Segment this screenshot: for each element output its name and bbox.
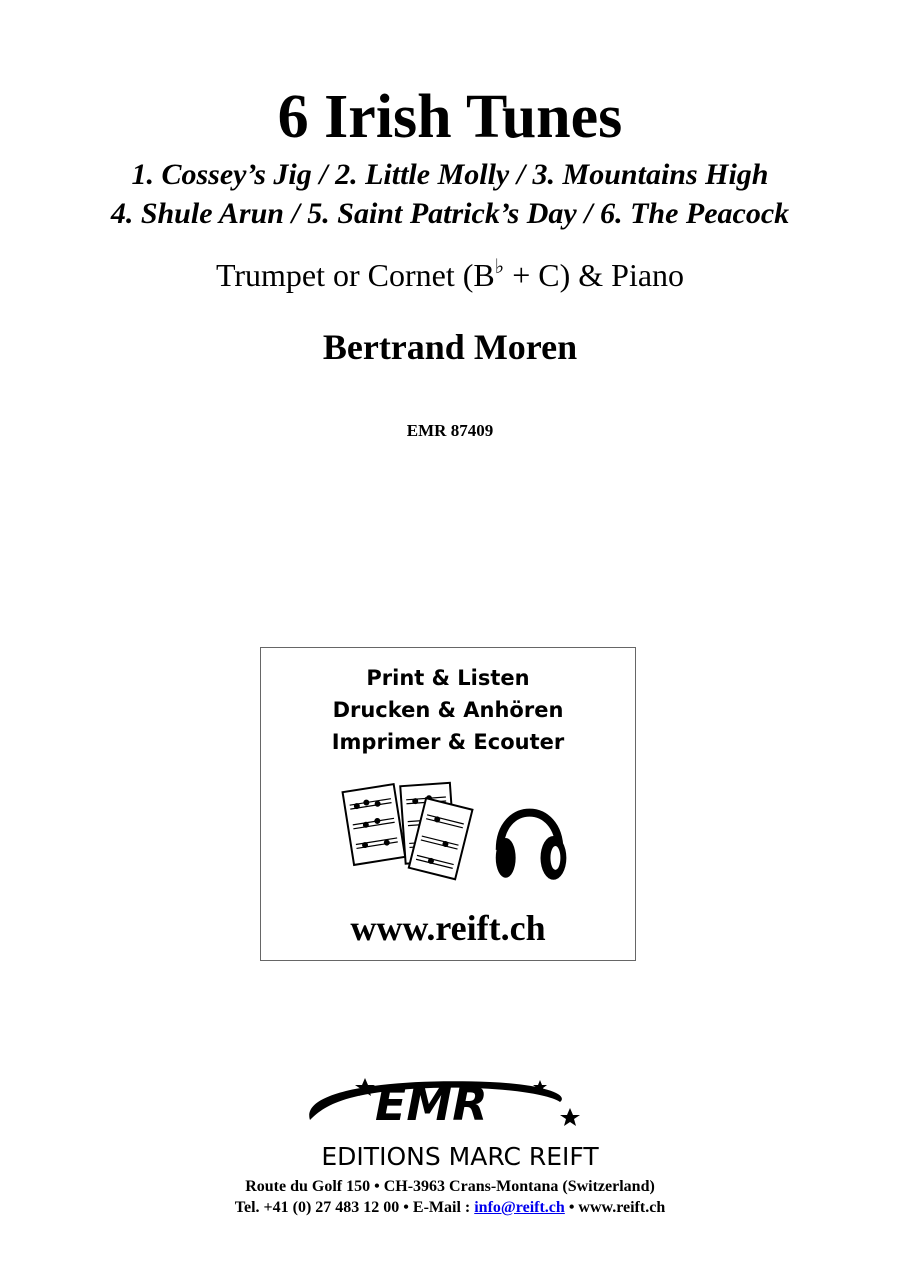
promo-line-de: Drucken & Anhören bbox=[332, 698, 564, 722]
promo-url[interactable]: www.reift.ch bbox=[350, 908, 546, 948]
tune-list-line-1: 1. Cossey’s Jig / 2. Little Molly / 3. Mountains High bbox=[131, 158, 769, 191]
instrumentation bbox=[0, 254, 900, 296]
emr-wordmark: EDITIONS MARC REIFT bbox=[321, 1142, 599, 1171]
promo-icons bbox=[261, 780, 635, 890]
headphones-icon bbox=[496, 813, 567, 880]
email-link[interactable]: info@reift.ch bbox=[474, 1199, 565, 1216]
sheet-music-icon bbox=[343, 783, 473, 879]
address-line-1: Route du Golf 150 • CH-3963 Crans-Montana (Switzerland) bbox=[245, 1178, 655, 1195]
composer-name: Bertrand Moren bbox=[322, 327, 578, 367]
address-phone: Tel. +41 (0) 27 483 12 00 • E-Mail : bbox=[234, 1199, 475, 1216]
emr-mark: EMR bbox=[375, 1077, 488, 1131]
promo-line-en: Print & Listen bbox=[366, 666, 530, 690]
emr-logo bbox=[240, 1072, 680, 1172]
instrumentation-text-before: Trumpet or Cornet (B bbox=[215, 257, 495, 293]
tune-list-line-2: 4. Shule Arun / 5. Saint Patrick’s Day / 6. The Peacock bbox=[110, 197, 790, 230]
promo-lines bbox=[261, 662, 635, 758]
page-title: 6 Irish Tunes bbox=[277, 83, 623, 151]
catalog-number: EMR 87409 bbox=[406, 421, 494, 440]
promo-line-fr: Imprimer & Ecouter bbox=[331, 730, 565, 754]
print-listen-box[interactable] bbox=[260, 647, 636, 961]
flat-sign: ♭ bbox=[494, 256, 505, 278]
instrumentation-text-after: + C) & Piano bbox=[504, 257, 685, 293]
address-web: • www.reift.ch bbox=[564, 1199, 666, 1216]
address-line-2 bbox=[0, 1197, 900, 1219]
